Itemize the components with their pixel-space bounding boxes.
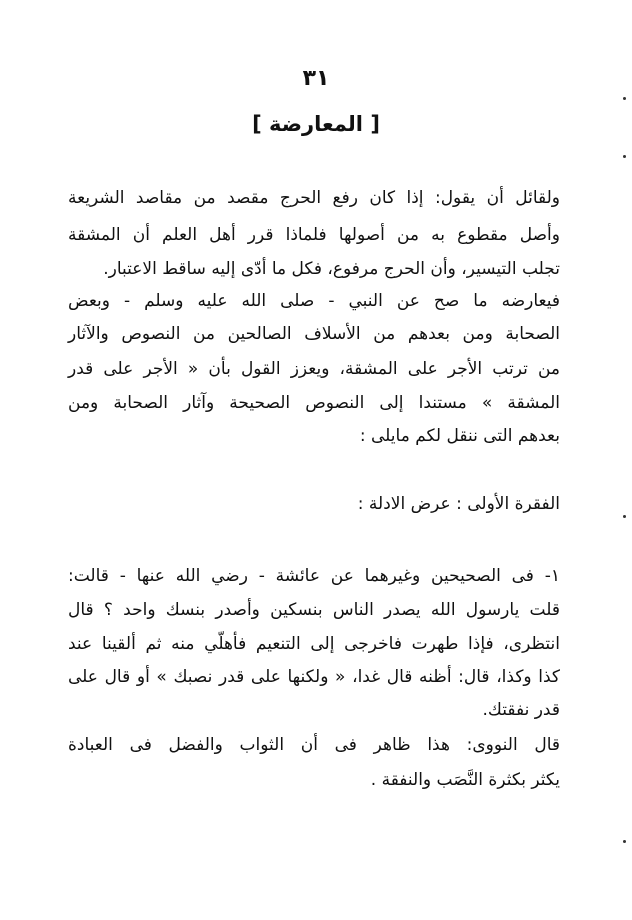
paragraph-line: تجلب التيسير، وأن الحرج مرفوع، فكل ما أدّى إليه ساقط الاعتبار.: [103, 259, 560, 279]
paragraph-line: قال النووى: هذا ظاهر فى أن الثواب والفضل فى العبادة: [68, 735, 560, 755]
paragraph-line: كذا وكذا، قال: أظنه قال غدا، « ولكنها على قدر نصبك » أو قال على: [68, 667, 560, 687]
paragraph-line: الصحابة ومن بعدهم من الأسلاف الصالحين من النصوص والآثار: [68, 324, 560, 344]
scan-speck: [623, 840, 626, 843]
paragraph-line: يكثر بكثرة النَّصَب والنفقة .: [370, 770, 560, 790]
paragraph-line: ولقائل أن يقول: إذا كان رفع الحرج مقصد من مقاصد الشريعة: [68, 188, 560, 208]
paragraph-line: انتظرى، فإذا طهرت فاخرجى إلى التنعيم فأهلّي منه ثم ألقينا عند: [68, 634, 560, 654]
paragraph-line: من ترتب الأجر على المشقة، ويعزز القول بأن « الأجر على قدر: [68, 359, 560, 379]
subsection-title: الفقرة الأولى : عرض الادلة :: [357, 494, 560, 514]
paragraph-line: بعدهم التى ننقل لكم مايلى :: [359, 426, 560, 446]
paragraph-line: فيعارضه ما صح عن النبي - صلى الله عليه وسلم - وبعض: [68, 291, 560, 311]
paragraph-line: المشقة » مستندا إلى النصوص الصحيحة وآثار الصحابة ومن: [68, 393, 560, 413]
paragraph-line: قدر نفقتك.: [482, 700, 560, 720]
paragraph-line: قلت يارسول الله يصدر الناس بنسكين وأصدر بنسك واحد ؟ قال: [68, 600, 560, 620]
section-heading: [ المعارضة ]: [252, 112, 380, 136]
scan-speck: [623, 515, 626, 518]
paragraph-line: ١- فى الصحيحين وغيرهما عن عائشة - رضي الله عنها - قالت:: [68, 566, 560, 586]
paragraph-line: وأصل مقطوع به من أصولها فلماذا قرر أهل العلم أن المشقة: [68, 225, 560, 245]
scan-speck: [623, 97, 626, 100]
scan-speck: [623, 155, 626, 158]
page-number: ٣١: [302, 66, 330, 91]
